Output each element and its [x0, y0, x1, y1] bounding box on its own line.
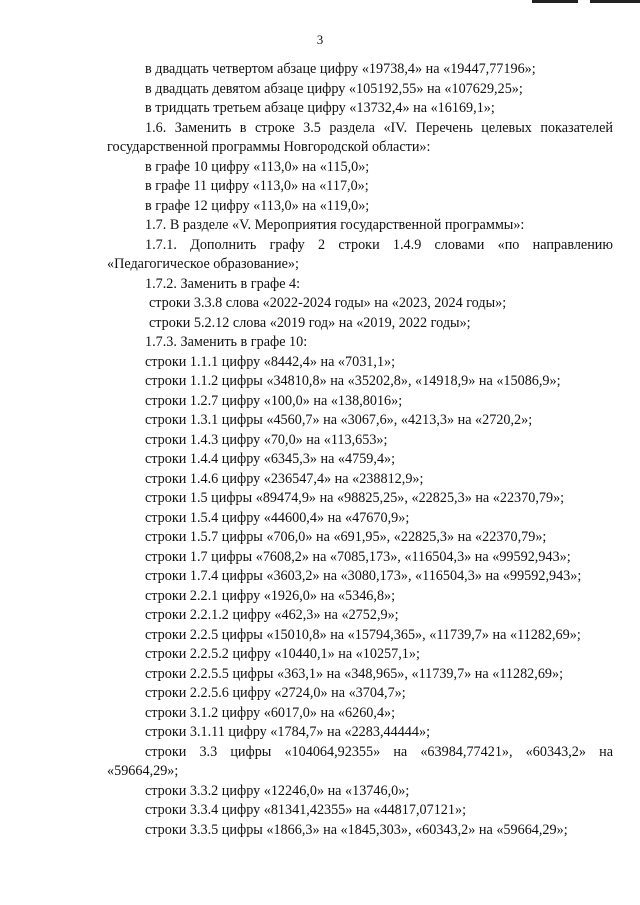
- text-line: в графе 11 цифру «113,0» на «117,0»;: [145, 178, 369, 194]
- text-line: строки 1.4.4 цифру «6345,3» на «4759,4»;: [145, 451, 396, 467]
- text-line: строки 1.5.7 цифры «706,0» на «691,95», «22825,3» на «22370,79»;: [145, 529, 547, 545]
- text-line: строки 1.7.4 цифры «3603,2» на «3080,173», «116504,3» на «99592,943»;: [145, 568, 582, 584]
- text-line: 1.7.2. Заменить в графе 4:: [145, 275, 301, 292]
- text-line: в двадцать девятом абзаце цифру «105192,55» на «107629,25»;: [145, 80, 523, 97]
- page-number: 3: [316, 32, 324, 47]
- text-line: государственной программы Новгородской области»:: [107, 139, 431, 155]
- text-line: в графе 12 цифру «113,0» на «119,0»;: [145, 197, 370, 214]
- text-line: 1.6. Заменить в строке 3.5 раздела «IV. Перечень целевых показателей: [145, 119, 613, 136]
- text-line: строки 3.1.11 цифру «1784,7» на «2283,44444»;: [145, 724, 431, 740]
- text-line: строки 2.2.5.2 цифру «10440,1» на «10257,1»;: [145, 646, 420, 662]
- text-line: строки 2.2.5 цифры «15010,8» на «15794,365», «11739,7» на «11282,69»;: [145, 626, 581, 643]
- text-line: строки 3.3.8 слова «2022-2024 годы» на «2023, 2024 годы»;: [149, 295, 507, 311]
- text-line: строки 1.1.1 цифру «8442,4» на «7031,1»;: [145, 353, 396, 370]
- text-line: в двадцать четвертом абзаце цифру «19738,4» на «19447,77196»;: [145, 61, 536, 77]
- text-line: 1.7. В разделе «V. Мероприятия государственной программы»:: [145, 217, 525, 233]
- text-line: в тридцать третьем абзаце цифру «13732,4» на «16169,1»;: [145, 100, 495, 116]
- text-line: строки 2.2.5.5 цифры «363,1» на «348,965», «11739,7» на «11282,69»;: [145, 665, 564, 682]
- text-line: 1.7.1. Дополнить графу 2 строки 1.4.9 словами «по направлению: [145, 236, 613, 253]
- text-line: строки 1.1.2 цифры «34810,8» на «35202,8», «14918,9» на «15086,9»;: [145, 373, 561, 389]
- top-edge-mark: [590, 0, 640, 3]
- text-line: строки 3.3 цифры «104064,92355» на «63984,77421», «60343,2» на: [145, 743, 613, 760]
- text-line: строки 1.4.6 цифру «236547,4» на «238812,9»;: [145, 470, 424, 487]
- text-line: строки 2.2.5.6 цифру «2724,0» на «3704,7»;: [145, 685, 406, 701]
- text-line: «59664,29»;: [107, 763, 179, 779]
- text-line: строки 1.5 цифры «89474,9» на «98825,25», «22825,3» на «22370,79»;: [145, 490, 565, 506]
- text-line: строки 5.2.12 слова «2019 год» на «2019, 2022 годы»;: [149, 314, 471, 331]
- document-body: [107, 60, 613, 840]
- text-line: строки 3.1.2 цифру «6017,0» на «6260,4»;: [145, 704, 396, 721]
- text-line: строки 2.2.1 цифру «1926,0» на «5346,8»;: [145, 587, 396, 604]
- text-line: строки 1.4.3 цифру «70,0» на «113,653»;: [145, 431, 388, 448]
- text-line: 1.7.3. Заменить в графе 10:: [145, 334, 308, 350]
- text-line: строки 3.3.5 цифры «1866,3» на «1845,303», «60343,2» на «59664,29»;: [145, 821, 568, 838]
- top-edge-mark: [532, 0, 578, 3]
- text-line: в графе 10 цифру «113,0» на «115,0»;: [145, 158, 370, 175]
- text-line: строки 3.3.2 цифру «12246,0» на «13746,0»;: [145, 782, 410, 799]
- text-line: строки 2.2.1.2 цифру «462,3» на «2752,9»;: [145, 607, 399, 623]
- text-line: строки 3.3.4 цифру «81341,42355» на «44817,07121»;: [145, 802, 467, 818]
- text-line: строки 1.7 цифры «7608,2» на «7085,173», «116504,3» на «99592,943»;: [145, 548, 571, 565]
- text-line: строки 1.2.7 цифру «100,0» на «138,8016»;: [145, 392, 403, 409]
- text-line: строки 1.3.1 цифры «4560,7» на «3067,6», «4213,3» на «2720,2»;: [145, 412, 533, 428]
- text-line: «Педагогическое образование»;: [107, 256, 299, 272]
- text-line: строки 1.5.4 цифру «44600,4» на «47670,9»;: [145, 509, 410, 526]
